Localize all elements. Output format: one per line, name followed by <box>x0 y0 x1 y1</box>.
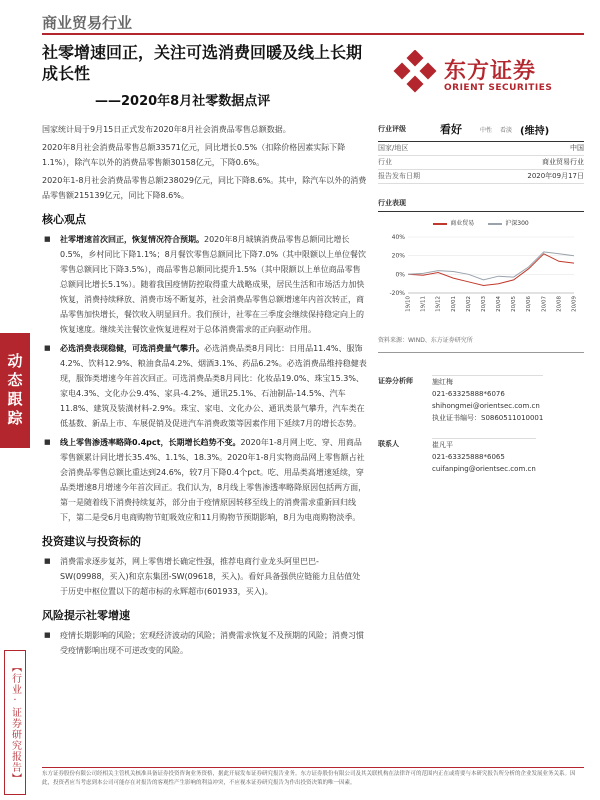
intro-paragraph: 2020年8月社会消费品零售总额33571亿元，同比增长0.5%（扣除价格因素实际下降1.1%），除汽车以外的消费品零售额30158亿元，下降0.6%。 <box>42 143 346 167</box>
footer-rule <box>42 767 584 768</box>
core-view-lead: 社零增速首次回正，恢复情况符合预期。 <box>60 235 204 244</box>
meta-key: 报告发布日期 <box>378 172 420 180</box>
core-view-item <box>42 435 367 525</box>
x-tick-label: 19/12 <box>435 296 442 312</box>
header-rule <box>42 33 584 35</box>
y-tick-label: 20% <box>391 252 405 260</box>
meta-row <box>378 170 584 184</box>
chart-source: 资料来源：WIND、东方证券研究所 <box>378 335 584 353</box>
logo-name-en: ORIENT SECURITIES <box>444 83 553 93</box>
industry-title: 商业贸易行业 <box>42 14 133 32</box>
analyst-role: 证券分析师 <box>378 377 413 385</box>
x-tick-label: 20/09 <box>571 296 578 312</box>
performance-chart <box>378 231 584 331</box>
report-title: 社零增速回正，关注可选消费回暖及线上长期成长性 <box>42 43 363 83</box>
meta-value: 中国 <box>570 144 584 152</box>
analyst-info <box>432 375 543 424</box>
analyst-license: 执业证书编号：S0860511010001 <box>432 414 544 422</box>
series-line-commerce <box>408 254 574 286</box>
core-view-lead: 线上零售渗透率略降0.4pct，长期增长趋势不变。 <box>60 438 241 447</box>
core-view-text: 2020年8月城镇消费品零售总额同比增长0.5%，乡村同比下降1.1%；8月餐饮零售总额同比下降7.0%（其中限额以上单位餐饮零售总额同比下降3.5%），商品零售总额同比提升1.5%（其中限额以上单位商品零售总额同比增长5.1%）。随着我国疫情防控取得重大战略成果，居民生活和市场活力加快恢复，消费持续释放、消费市场不断复苏，社会消费品零售总额增速年内首次转正，商品零售加快增长，餐饮收入明显回升。我们预计，社零在三季度会继续保持稳定向上的恢复速度。继续关注餐饮业恢复进程对于总体消费需求的正向驱动作用。 <box>60 235 367 334</box>
x-tick-label: 20/06 <box>526 296 533 312</box>
risk-item: ■ 疫情长期影响的风险；宏观经济波动的风险；消费需求恢复不及预期的风险；消费习惯受疫情影响出现不可逆改变的风险。 <box>42 628 367 658</box>
rating-label: 行业评级 <box>378 125 406 133</box>
rating-option: 中性 <box>480 126 493 134</box>
x-tick-label: 20/01 <box>450 296 457 312</box>
legend-label: 沪深300 <box>505 220 529 227</box>
core-view-heading: 核心观点 <box>42 213 86 226</box>
x-tick-label: 20/08 <box>556 296 563 312</box>
x-tick-label: 20/04 <box>496 296 503 312</box>
contact-info <box>432 438 536 475</box>
logo-mark-icon <box>392 50 438 96</box>
performance-chart-svg <box>378 231 584 331</box>
analyst-block <box>378 375 584 424</box>
contact-phone: 021-63325888*6065 <box>432 453 505 461</box>
meta-key: 行业 <box>378 158 392 166</box>
chart-legend <box>378 218 584 227</box>
rating-option: 看淡 <box>500 126 513 134</box>
legend-label: 商业贸易 <box>450 220 475 227</box>
meta-value: 2020年09月17日 <box>527 172 584 180</box>
x-tick-label: 20/05 <box>511 296 518 312</box>
intro-paragraph: 国家统计局于9月15日正式发布2020年8月社会消费品零售总额数据。 <box>42 125 291 134</box>
rating-status: (维持) <box>520 125 550 137</box>
meta-row <box>378 156 584 170</box>
analyst-email[interactable]: shihongmei@orientsec.com.cn <box>432 402 540 410</box>
y-tick-label: 40% <box>391 234 405 241</box>
legend-item <box>488 218 528 227</box>
contact-block <box>378 438 584 475</box>
company-logo <box>392 50 572 110</box>
core-view-lead: 必选消费表现稳健，可选消费量气攀升。 <box>60 344 204 353</box>
report-subtitle: ——2020年8月社零数据点评 <box>95 94 271 109</box>
disclaimer: 东方证券股份有限公司经相关主管机关核准具备证券投资咨询业务资格，据此开展发布证券研究报告业务。东方证券股份有限公司及其关联机构在法律许可的范围内正在或将要与本研究报告所分析的企业发展业务关系。因此，投资者应当考虑到本公司可能存在对报告的客观性产生影响的利益冲突，不应视本证券研究报告为作出投资决策的唯一因素。 <box>42 771 576 786</box>
report-type-tag: 动态跟踪 <box>0 333 30 448</box>
contact-email[interactable]: cuifanping@orientsec.com.cn <box>432 465 536 473</box>
analyst-name: 施红梅 <box>432 378 453 386</box>
core-view-text: 必选消费品类8月同比：日用品11.4%、服饰4.2%、饮料12.9%、粮油食品4.2%、烟酒3.1%、药品6.2%。必选消费品维持稳健表现，服饰类增速今年首次回正。可选消费品类8月同比：化妆品19.0%、珠宝15.3%、家电4.3%、文化办公9.4%、家具-4.2%、通讯25.1%、石油制品-14.5%、汽车11.8%、建筑及装潢材料-2.9%。珠宝、家电、文化办公、通讯类景气攀升，汽车类在低基数、新品上市、车展促销及促进汽车消费政策等因素作用下延续7月的增长态势。 <box>60 344 367 428</box>
core-view-item <box>42 232 367 337</box>
advice-item: ■ 消费需求逐步复苏，网上零售增长确定性强，推荐电商行业龙头阿里巴巴-SW(09988，买入)和京东集团-SW(09618，买入)。看好具备强供应链能力且估值处于历史中枢位置以下的超市标的永辉超市(601933，买入)。 <box>42 554 367 599</box>
x-tick-label: 20/03 <box>480 296 487 312</box>
core-view-text: 2020年1-8月网上吃、穿、用商品零售额累计同比增长35.4%、1.1%、18.3%。2020年1-8月实物商品网上零售额占社会消费品零售总额比重达到24.6%，较7月下降0.4个pct。吃、用品类高增速延续，穿品类增速8月增速今年首次回正。我们认为，8月线上零售渗透率略降原因包括两方面，第一是随着线下消费持续复苏，部分由于疫情原因转移至线上的消费需求重新回归线下，第二是受6月电商购物节虹吸效应和11月购物节预期影响，8月为电商购物淡季。 <box>60 438 367 522</box>
analyst-phone: 021-63325888*6076 <box>432 390 505 398</box>
intro-paragraph: 2020年1-8月社会消费品零售总额238029亿元，同比下降8.6%。其中，除汽车以外的消费品零售额215139亿元，同比下降8.6%。 <box>42 176 367 200</box>
x-tick-label: 19/11 <box>420 296 427 312</box>
x-tick-label: 20/02 <box>465 296 472 312</box>
core-view-item <box>42 341 367 431</box>
y-tick-label: -20% <box>389 290 405 297</box>
advice-heading: 投资建议与投资标的 <box>42 535 141 548</box>
legend-item <box>433 218 474 227</box>
x-tick-label: 19/10 <box>405 296 412 312</box>
y-tick-label: 0% <box>395 271 405 279</box>
report-category-tag: 【行业·证券研究报告】 <box>4 650 26 795</box>
meta-value: 商业贸易行业 <box>542 158 584 166</box>
risk-heading: 风险提示社零增速 <box>42 609 130 622</box>
info-column <box>378 122 584 475</box>
x-tick-label: 20/07 <box>541 296 548 312</box>
performance-heading: 行业表现 <box>378 198 584 212</box>
rating-value: 看好 <box>440 123 462 136</box>
main-column <box>42 122 367 662</box>
contact-role: 联系人 <box>378 440 399 448</box>
logo-name-cn: 东方证券 <box>444 59 537 84</box>
contact-name: 崔凡平 <box>432 441 453 449</box>
meta-row <box>378 142 584 156</box>
rating-row <box>378 122 584 142</box>
meta-key: 国家/地区 <box>378 144 409 152</box>
